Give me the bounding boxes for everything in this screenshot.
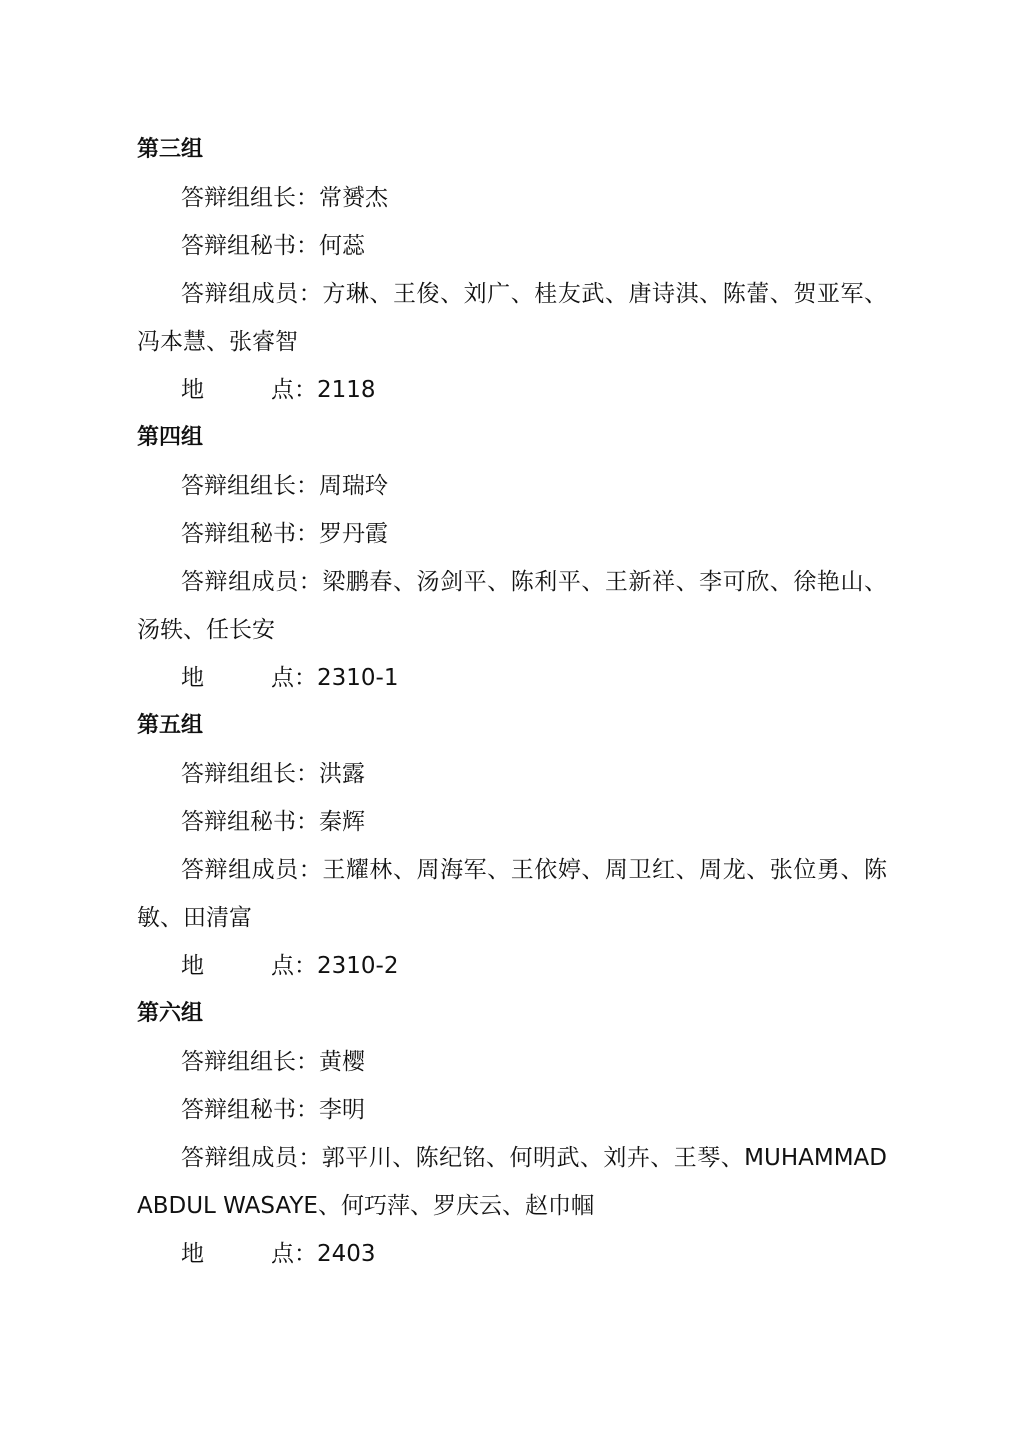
members-paragraph bbox=[137, 846, 887, 942]
group-section bbox=[137, 990, 887, 1278]
leader-name: 周瑞玲 bbox=[319, 473, 388, 499]
location-line bbox=[137, 942, 887, 990]
location-label-char2: 点： bbox=[271, 665, 317, 691]
location-value: 2403 bbox=[317, 1241, 376, 1267]
leader-line bbox=[137, 462, 887, 510]
location-label-char1: 地 bbox=[181, 665, 204, 691]
members-label: 答辩组成员： bbox=[181, 1145, 322, 1171]
leader-label: 答辩组组长： bbox=[181, 761, 319, 787]
location-line bbox=[137, 366, 887, 414]
secretary-name: 李明 bbox=[319, 1097, 365, 1123]
secretary-line bbox=[137, 222, 887, 270]
location-value: 2310-2 bbox=[317, 953, 399, 979]
secretary-line bbox=[137, 798, 887, 846]
members-list: 王耀林、周海军、王依婷、周卫红、周龙、张位勇、陈敏、田清富 bbox=[137, 857, 888, 931]
secretary-label: 答辩组秘书： bbox=[181, 809, 319, 835]
leader-label: 答辩组组长： bbox=[181, 185, 319, 211]
secretary-name: 何蕊 bbox=[319, 233, 365, 259]
group-section bbox=[137, 702, 887, 990]
members-list: 方琳、王俊、刘广、桂友武、唐诗淇、陈蕾、贺亚军、冯本慧、张睿智 bbox=[137, 281, 888, 355]
location-label-char1: 地 bbox=[181, 953, 204, 979]
members-list: 梁鹏春、汤剑平、陈利平、王新祥、李可欣、徐艳山、汤轶、任长安 bbox=[137, 569, 888, 643]
location-label-char1: 地 bbox=[181, 377, 204, 403]
location-label-char2: 点： bbox=[271, 377, 317, 403]
group-title: 第三组 bbox=[137, 137, 204, 162]
location-label-char2: 点： bbox=[271, 953, 317, 979]
location-value: 2118 bbox=[317, 377, 376, 403]
group-section bbox=[137, 126, 887, 414]
leader-name: 常赟杰 bbox=[319, 185, 388, 211]
members-list: 郭平川、陈纪铭、何明武、刘卉、王琴、MUHAMMAD ABDUL WASAYE、何巧萍、罗庆云、赵巾帼 bbox=[137, 1145, 888, 1219]
leader-name: 洪露 bbox=[319, 761, 365, 787]
group-title: 第六组 bbox=[137, 1001, 204, 1026]
secretary-label: 答辩组秘书： bbox=[181, 521, 319, 547]
document-page bbox=[137, 126, 887, 1278]
leader-label: 答辩组组长： bbox=[181, 1049, 319, 1075]
leader-line bbox=[137, 750, 887, 798]
members-label: 答辩组成员： bbox=[181, 281, 323, 307]
secretary-name: 罗丹霞 bbox=[319, 521, 388, 547]
secretary-name: 秦辉 bbox=[319, 809, 365, 835]
location-line bbox=[137, 654, 887, 702]
leader-line bbox=[137, 1038, 887, 1086]
secretary-line bbox=[137, 510, 887, 558]
members-paragraph bbox=[137, 270, 887, 366]
members-paragraph bbox=[137, 1134, 887, 1230]
leader-line bbox=[137, 174, 887, 222]
location-line bbox=[137, 1230, 887, 1278]
members-label: 答辩组成员： bbox=[181, 857, 323, 883]
leader-name: 黄樱 bbox=[319, 1049, 365, 1075]
group-title: 第五组 bbox=[137, 713, 204, 738]
secretary-line bbox=[137, 1086, 887, 1134]
group-section bbox=[137, 414, 887, 702]
secretary-label: 答辩组秘书： bbox=[181, 1097, 319, 1123]
location-label-char1: 地 bbox=[181, 1241, 204, 1267]
group-title: 第四组 bbox=[137, 425, 204, 450]
location-value: 2310-1 bbox=[317, 665, 399, 691]
location-label-char2: 点： bbox=[271, 1241, 317, 1267]
secretary-label: 答辩组秘书： bbox=[181, 233, 319, 259]
members-paragraph bbox=[137, 558, 887, 654]
members-label: 答辩组成员： bbox=[181, 569, 323, 595]
leader-label: 答辩组组长： bbox=[181, 473, 319, 499]
